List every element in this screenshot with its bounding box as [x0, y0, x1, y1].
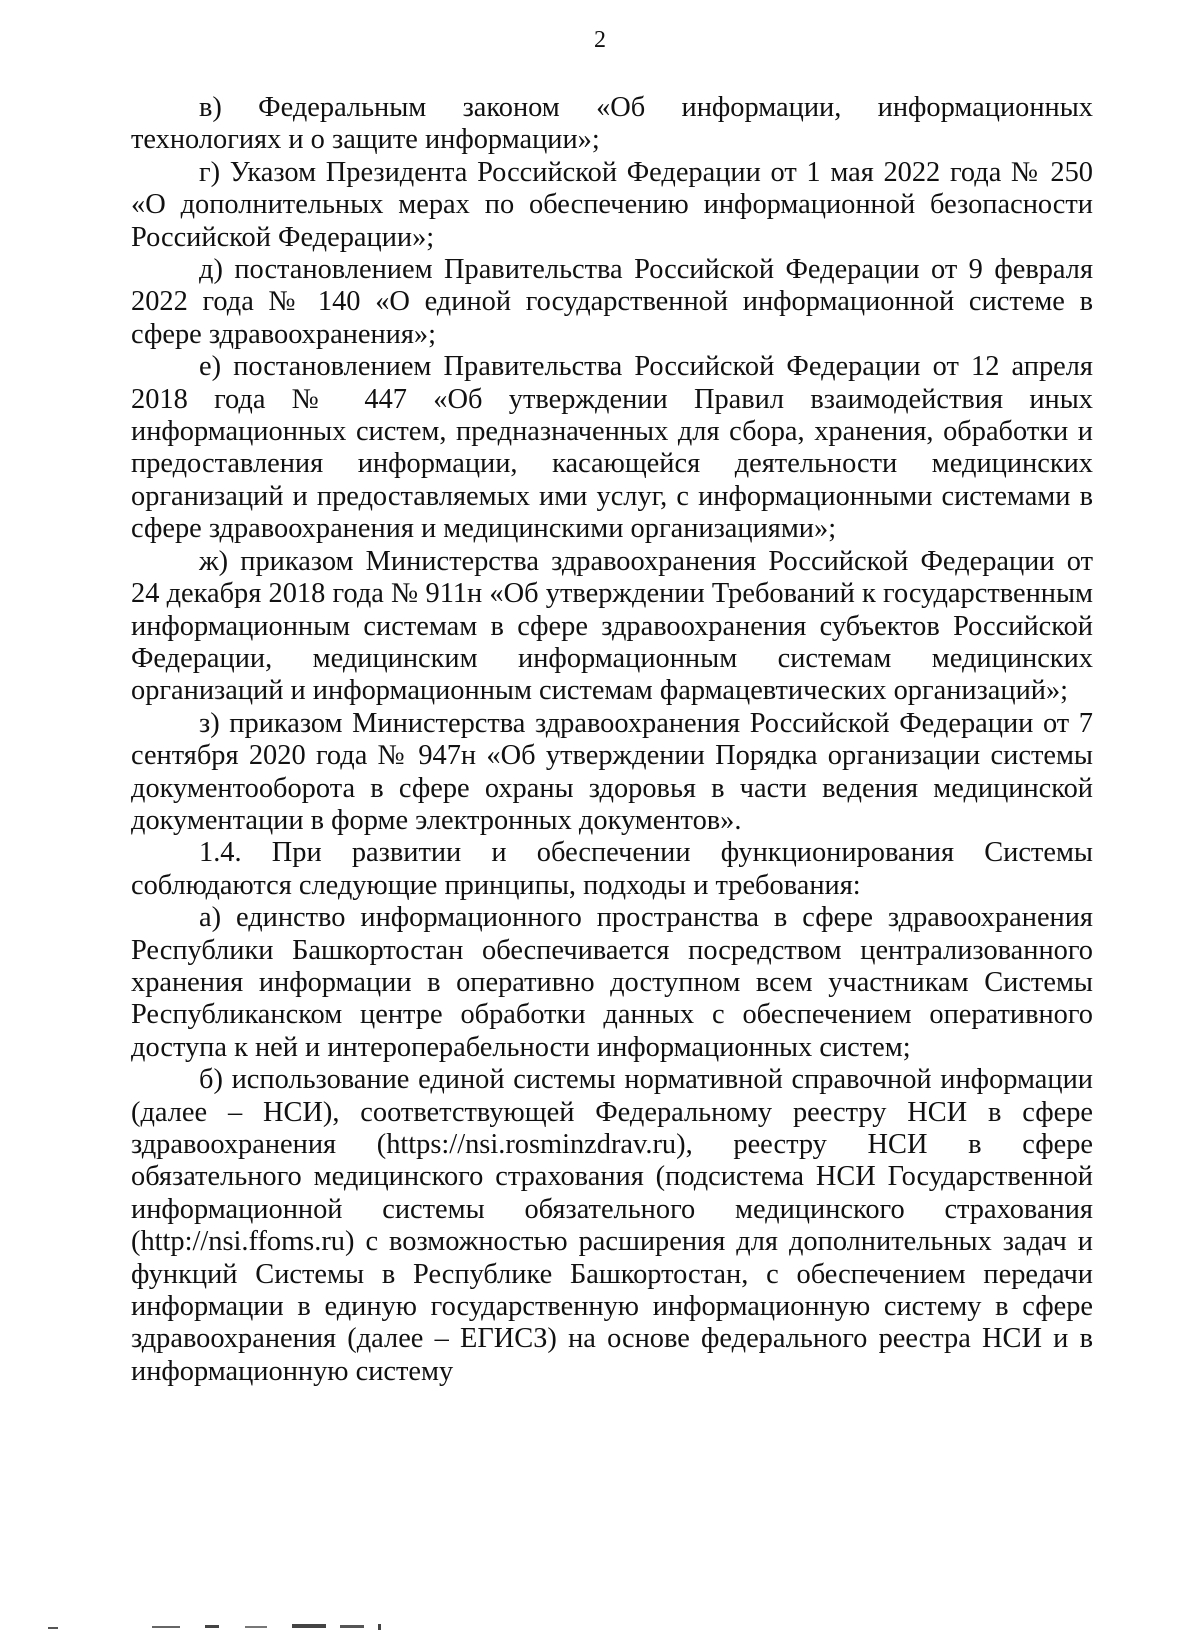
page-number: 2: [594, 27, 606, 53]
paragraph-zh: ж) приказом Министерства здравоохранения Российской Федерации от 24 декабря 2018 года № 911н «Об утверждении Требований к государственным информационным системам в сфере здравоохранения субъектов Российской Федерации, медицинским информационным системам медицинских организаций и информационным системам фармацевтических организаций»;: [131, 545, 1093, 707]
paragraph-z: з) приказом Министерства здравоохранения Российской Федерации от 7 сентября 2020 года № 947н «Об утверждении Порядка организации системы документооборота в сфере охраны здоровья в части ведения медицинской документации в форме электронных документов».: [131, 707, 1093, 836]
paragraph-1-4: 1.4. При развитии и обеспечении функционирования Системы соблюдаются следующие принципы, подходы и требования:: [131, 837, 1093, 901]
paragraph-e: е) постановлением Правительства Российской Федерации от 12 апреля 2018 года № 447 «Об утверждении Правил взаимодействия иных информационных систем, предназначенных для сбора, хранения, обработки и предоставления информации, касающейся деятельности медицинских организаций и предоставляемых ими услуг, с информационными системами в сфере здравоохранения и медицинскими организациями»;: [131, 351, 1093, 545]
paragraph-a: а) единство информационного пространства в сфере здравоохранения Республики Башкортостан обеспечивается посредством централизованного хранения информации в оперативно доступном всем участникам Системы Республиканском центре обработки данных с обеспечением оперативного доступа к ней и интероперабельности информационных систем;: [131, 902, 1093, 1063]
paragraph-b: б) использование единой системы нормативной справочной информации (далее – НСИ), соответствующей Федеральному реестру НСИ в сфере здравоохранения (https://nsi.rosminzdrav.ru), реестру НСИ в сфере обязательного медицинского страхования (подсистема НСИ Государственной информационной системы обязательного медицинского страхования (http://nsi.ffoms.ru) с возможностью расширения для дополнительных задач и функций Системы в Республике Башкортостан, с обеспечением передачи информации в единую государственную информационную систему в сфере здравоохранения (далее – ЕГИСЗ) на основе федерального реестра НСИ и в информационную систему: [131, 1064, 1093, 1387]
paragraph-g: г) Указом Президента Российской Федерации от 1 мая 2022 года № 250 «О дополнительных мерах по обеспечению информационной безопасности Российской Федерации»;: [131, 156, 1093, 253]
scan-artifacts: [0, 1615, 1200, 1635]
document-body: [131, 92, 1093, 1388]
paragraph-v: в) Федеральным законом «Об информации, информационных технологиях и о защите информации»;: [131, 92, 1093, 156]
paragraph-d: д) постановлением Правительства Российской Федерации от 9 февраля 2022 года № 140 «О единой государственной информационной системе в сфере здравоохранения»;: [131, 254, 1093, 350]
